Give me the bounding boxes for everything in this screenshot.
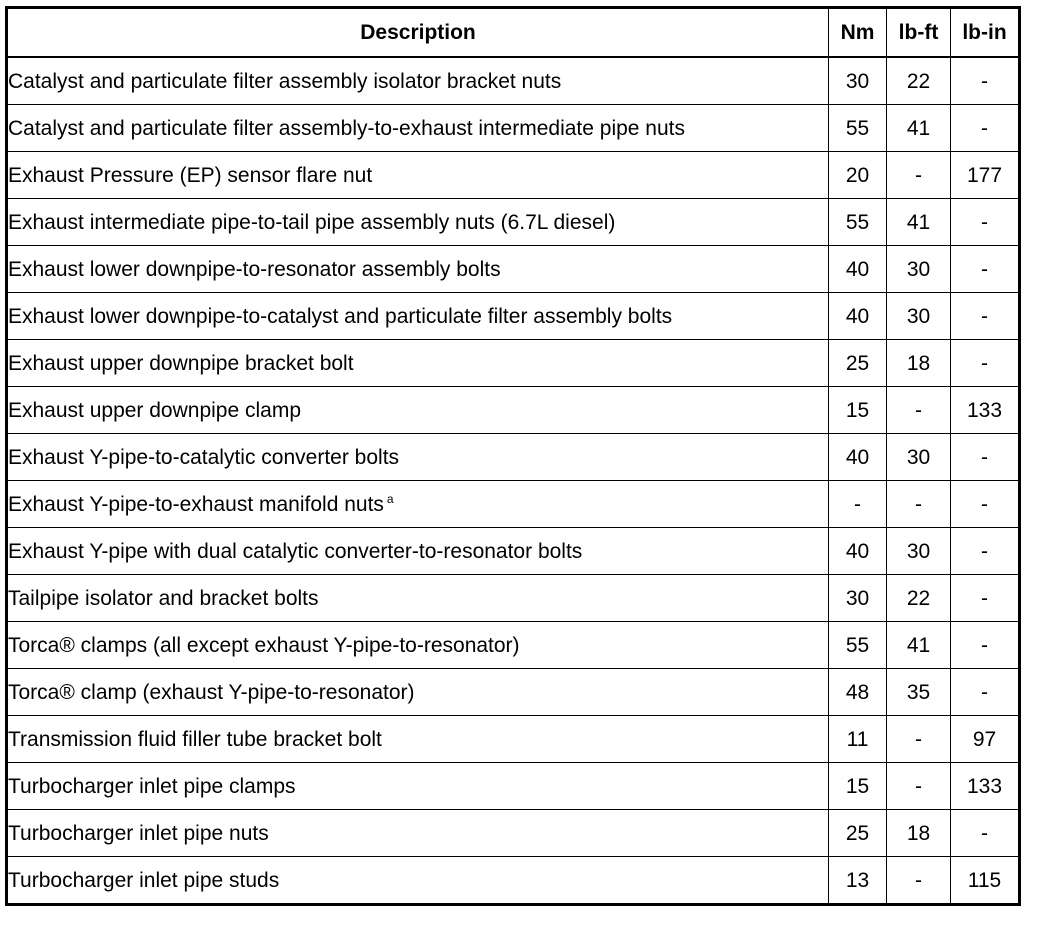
lbin-cell: - <box>951 481 1020 528</box>
description-cell <box>7 293 829 340</box>
lbin-cell: - <box>951 575 1020 622</box>
table-row <box>7 57 1020 105</box>
description-text: Torca® clamp (exhaust Y-pipe-to-resonator) <box>8 680 415 704</box>
table-row <box>7 622 1020 669</box>
lbin-cell: - <box>951 340 1020 387</box>
description-column-header: Description <box>7 8 829 58</box>
table-row <box>7 293 1020 340</box>
lbin-cell: - <box>951 57 1020 105</box>
table-row <box>7 434 1020 481</box>
nm-cell: 15 <box>829 387 887 434</box>
lbft-cell: 30 <box>887 528 951 575</box>
lbft-cell: 30 <box>887 246 951 293</box>
lbft-cell: - <box>887 481 951 528</box>
description-text: Exhaust Y-pipe-to-exhaust manifold nuts <box>8 493 384 516</box>
description-text: Transmission fluid filler tube bracket bolt <box>8 727 382 751</box>
lbin-cell: - <box>951 434 1020 481</box>
nm-cell: 11 <box>829 716 887 763</box>
lbft-cell: 18 <box>887 810 951 857</box>
lbin-cell: - <box>951 105 1020 152</box>
lbft-cell: - <box>887 387 951 434</box>
description-cell <box>7 763 829 810</box>
nm-cell: 55 <box>829 622 887 669</box>
lbft-cell: 41 <box>887 105 951 152</box>
torque-spec-table <box>5 6 1021 906</box>
table-row <box>7 246 1020 293</box>
lbft-cell: 22 <box>887 57 951 105</box>
lbft-cell: 18 <box>887 340 951 387</box>
description-cell <box>7 434 829 481</box>
nm-cell: 30 <box>829 575 887 622</box>
description-cell <box>7 528 829 575</box>
description-cell <box>7 575 829 622</box>
table-row <box>7 152 1020 199</box>
nm-cell: 13 <box>829 857 887 905</box>
table-row <box>7 340 1020 387</box>
lbft-cell: 35 <box>887 669 951 716</box>
description-cell <box>7 481 829 528</box>
table-row <box>7 575 1020 622</box>
lbft-cell: - <box>887 857 951 905</box>
lbin-cell: - <box>951 622 1020 669</box>
lbin-cell: 177 <box>951 152 1020 199</box>
table-row <box>7 810 1020 857</box>
lbin-cell: 115 <box>951 857 1020 905</box>
description-text: Turbocharger inlet pipe nuts <box>8 821 269 845</box>
nm-cell: 40 <box>829 246 887 293</box>
nm-cell: 40 <box>829 434 887 481</box>
header-row <box>7 8 1020 58</box>
nm-cell: 48 <box>829 669 887 716</box>
lbin-cell: - <box>951 246 1020 293</box>
nm-cell: 40 <box>829 528 887 575</box>
table-row <box>7 669 1020 716</box>
lbin-cell: 133 <box>951 763 1020 810</box>
description-cell <box>7 152 829 199</box>
description-text: Catalyst and particulate filter assembly-to-exhaust intermediate pipe nuts <box>8 116 686 140</box>
lbft-cell: 41 <box>887 622 951 669</box>
nm-cell: 15 <box>829 763 887 810</box>
lbft-cell: - <box>887 763 951 810</box>
description-cell <box>7 57 829 105</box>
nm-cell: 25 <box>829 810 887 857</box>
table-row <box>7 763 1020 810</box>
description-cell <box>7 669 829 716</box>
nm-column-header: Nm <box>829 8 887 58</box>
nm-cell: - <box>829 481 887 528</box>
lbft-cell: 41 <box>887 199 951 246</box>
lbft-cell: 30 <box>887 293 951 340</box>
lbin-cell: - <box>951 669 1020 716</box>
description-text: Tailpipe isolator and bracket bolts <box>8 586 319 610</box>
description-text: Exhaust upper downpipe bracket bolt <box>8 351 354 375</box>
nm-cell: 40 <box>829 293 887 340</box>
table-row <box>7 199 1020 246</box>
nm-cell: 20 <box>829 152 887 199</box>
description-cell <box>7 387 829 434</box>
description-text: Exhaust Y-pipe-to-catalytic converter bolts <box>8 445 400 469</box>
lbin-cell: - <box>951 810 1020 857</box>
table-row <box>7 481 1020 528</box>
description-text: Turbocharger inlet pipe studs <box>8 868 280 892</box>
table-row <box>7 105 1020 152</box>
description-cell <box>7 857 829 905</box>
description-text: Exhaust upper downpipe clamp <box>8 398 302 422</box>
description-cell <box>7 622 829 669</box>
table-row <box>7 528 1020 575</box>
description-cell <box>7 810 829 857</box>
table-row <box>7 387 1020 434</box>
description-text: Exhaust intermediate pipe-to-tail pipe assembly nuts (6.7L diesel) <box>8 210 616 234</box>
table-body <box>7 57 1020 905</box>
nm-cell: 25 <box>829 340 887 387</box>
description-text: Exhaust lower downpipe-to-resonator assembly bolts <box>8 257 501 281</box>
lbin-column-header: lb-in <box>951 8 1020 58</box>
description-cell <box>7 340 829 387</box>
description-cell <box>7 716 829 763</box>
nm-cell: 30 <box>829 57 887 105</box>
description-text: Exhaust Y-pipe with dual catalytic converter-to-resonator bolts <box>8 539 583 563</box>
lbft-cell: 22 <box>887 575 951 622</box>
lbin-cell: - <box>951 528 1020 575</box>
lbft-cell: 30 <box>887 434 951 481</box>
description-text: Turbocharger inlet pipe clamps <box>8 774 296 798</box>
table-row <box>7 857 1020 905</box>
lbft-cell: - <box>887 152 951 199</box>
description-text: Exhaust Pressure (EP) sensor flare nut <box>8 163 373 187</box>
footnote-marker: a <box>386 492 394 506</box>
lbin-cell: 133 <box>951 387 1020 434</box>
lbin-cell: 97 <box>951 716 1020 763</box>
table-row <box>7 716 1020 763</box>
nm-cell: 55 <box>829 199 887 246</box>
nm-cell: 55 <box>829 105 887 152</box>
description-text: Exhaust lower downpipe-to-catalyst and particulate filter assembly bolts <box>8 304 673 328</box>
torque-spec-sheet <box>5 6 1021 906</box>
description-cell <box>7 199 829 246</box>
lbin-cell: - <box>951 293 1020 340</box>
description-cell <box>7 105 829 152</box>
lbin-cell: - <box>951 199 1020 246</box>
description-cell <box>7 246 829 293</box>
lbft-column-header: lb-ft <box>887 8 951 58</box>
lbft-cell: - <box>887 716 951 763</box>
description-text: Catalyst and particulate filter assembly isolator bracket nuts <box>8 69 562 93</box>
description-text: Torca® clamps (all except exhaust Y-pipe-to-resonator) <box>8 633 520 657</box>
